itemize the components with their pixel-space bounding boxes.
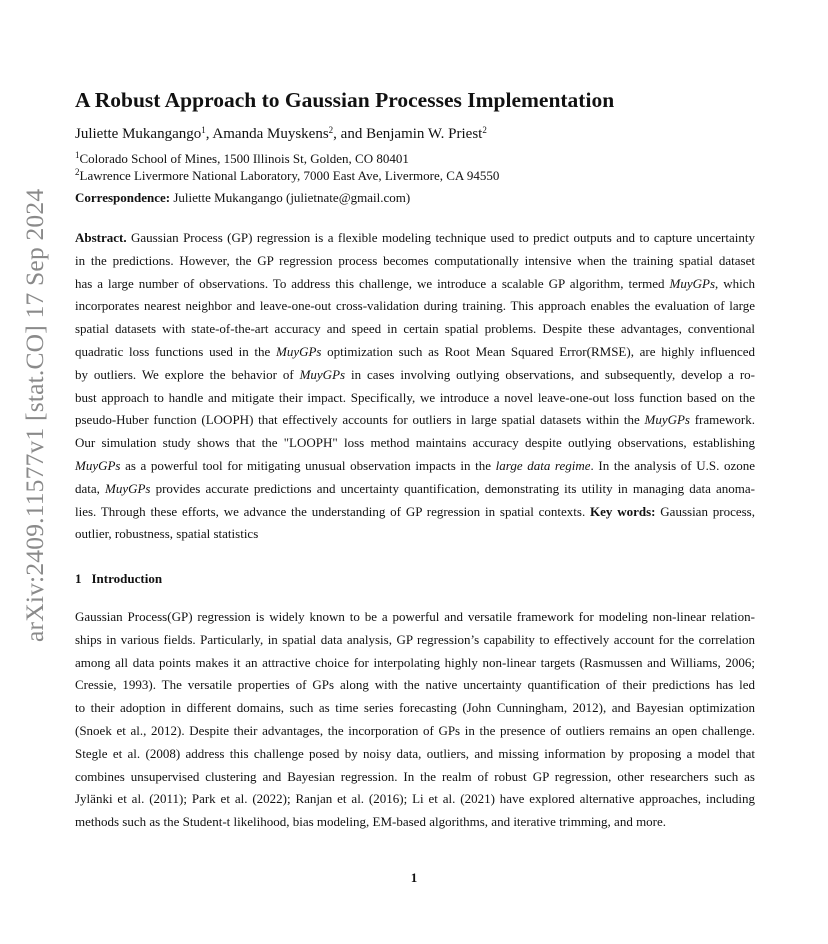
- abstract-line: lies. Through these efforts, we advance the understanding of GP regression in spatial contexts. Key words: Gaussian process,: [75, 503, 755, 519]
- abstract-line: bust approach to handle and mitigate their impact. Specifically, we introduce a novel leave-one-out loss function based on the: [75, 389, 755, 405]
- author-separator: , and: [333, 126, 367, 142]
- correspondence: [75, 190, 410, 206]
- affiliation-text: Lawrence Livermore National Laboratory, 7000 East Ave, Livermore, CA 94550: [79, 168, 500, 183]
- introduction-paragraph: [75, 606, 755, 834]
- body-line: Gaussian Process(GP) regression is widely known to be a powerful and versatile framework for modeling non-linear relation-: [75, 609, 755, 624]
- section-number: 1: [75, 571, 82, 586]
- abstract-line: incorporates nearest neighbor and leave-one-out cross-validation during training. This approach enables the evaluation of large: [75, 298, 755, 314]
- paper-title: A Robust Approach to Gaussian Processes Implementation: [75, 88, 615, 112]
- affiliation-marker: 2: [75, 167, 80, 177]
- abstract-line: spatial datasets with state-of-the-art accuracy and speed in certain spatial problems. Despite these advantages, conventional: [75, 321, 755, 337]
- abstract-line: MuyGPs as a powerful tool for mitigating unusual observation impacts in the large data regime. In the analysis of U.S. ozone: [75, 457, 756, 473]
- body-line: combines unsupervised clustering and Bayesian regression. In the realm of robust GP regression, other researchers such as: [75, 768, 755, 784]
- page-number: 1: [410, 870, 418, 885]
- abstract-line: quadratic loss functions used in the MuyGPs optimization such as Root Mean Squared Error(RMSE), are highly influenced: [75, 343, 755, 359]
- author-separator: ,: [205, 126, 213, 142]
- abstract-line: Our simulation study shows that the "LOOPH" loss method maintains accuracy despite outlying observations, establishing: [75, 435, 755, 451]
- body-line: methods such as the Student-t likelihood, bias modeling, EM-based algorithms, and iterative trimming, and more.: [75, 814, 667, 830]
- affiliation-1: [75, 151, 409, 167]
- abstract-line: pseudo-Huber function (LOOPH) that effectively accounts for outliers in large spatial datasets within the MuyGPs framework.: [75, 412, 755, 428]
- author-name: Amanda Muyskens: [212, 126, 329, 142]
- section-heading: [75, 571, 162, 587]
- author-name: Benjamin W. Priest: [366, 126, 483, 142]
- author-name: Juliette Mukangango: [75, 126, 202, 142]
- affiliation-2: [75, 168, 499, 184]
- abstract-line: data, MuyGPs provides accurate predictions and uncertainty quantification, demonstrating its utility in managing data anoma-: [75, 480, 755, 496]
- section-title: Introduction: [91, 571, 163, 586]
- body-line: Jylänki et al. (2011); Park et al. (2022); Ranjan et al. (2016); Li et al. (2021) have explored alternative approaches, including: [75, 791, 755, 807]
- body-line: (Snoek et al., 2012). Despite their advantages, the incorporation of GPs in the presence of outliers remains an open challenge.: [75, 722, 755, 738]
- abstract-line: has a large number of observations. To address this challenge, we introduce a scalable GP algorithm, termed MuyGPs, which: [75, 275, 755, 291]
- arxiv-identifier-stamp: arXiv:2409.11577v1 [stat.CO] 17 Sep 2024: [20, 188, 49, 642]
- abstract-line: by outliers. We explore the behavior of MuyGPs in cases involving outlying observations, and subsequently, develop a ro-: [75, 366, 756, 382]
- body-line: Stegle et al. (2008) address this challenge posed by noisy data, outliers, and missing information by proposing a model that: [75, 745, 755, 761]
- affiliation-marker: 1: [201, 125, 206, 135]
- abstract-line: in the predictions. However, the GP regression process becomes computationally intensive when the training spatial dataset: [75, 252, 755, 268]
- abstract: [75, 227, 755, 546]
- body-line: to their adoption in different domains, such as time series forecasting (John Cunningham, 2012), and Bayesian optimization: [75, 700, 755, 716]
- abstract-label: Abstract.: [75, 230, 127, 245]
- abstract-line: Abstract. Gaussian Process (GP) regression is a flexible modeling technique used to predict outputs and to capture uncertainty: [75, 230, 755, 245]
- abstract-line: outlier, robustness, spatial statistics: [75, 526, 259, 542]
- author-list: [75, 126, 487, 143]
- correspondence-text: Juliette Mukangango (julietnate@gmail.com): [170, 190, 411, 205]
- correspondence-label: Correspondence:: [75, 190, 171, 205]
- keywords-label: Key words:: [590, 503, 656, 519]
- body-line: ships in various fields. Particularly, in spatial data analysis, GP regression’s capability to effectively account for the correlation: [75, 631, 755, 647]
- affiliation-marker: 1: [75, 150, 80, 160]
- affiliation-text: Colorado School of Mines, 1500 Illinois St, Golden, CO 80401: [79, 151, 409, 166]
- affiliation-marker: 2: [482, 125, 487, 135]
- body-line: among all data points makes it an attractive choice for interpolating highly non-linear targets (Rasmussen and Williams, 2006;: [75, 654, 755, 670]
- affiliation-marker: 2: [328, 125, 334, 135]
- body-line: Cressie, 1993). The versatile properties of GPs along with the native uncertainty quantification of their predictions has led: [75, 677, 755, 693]
